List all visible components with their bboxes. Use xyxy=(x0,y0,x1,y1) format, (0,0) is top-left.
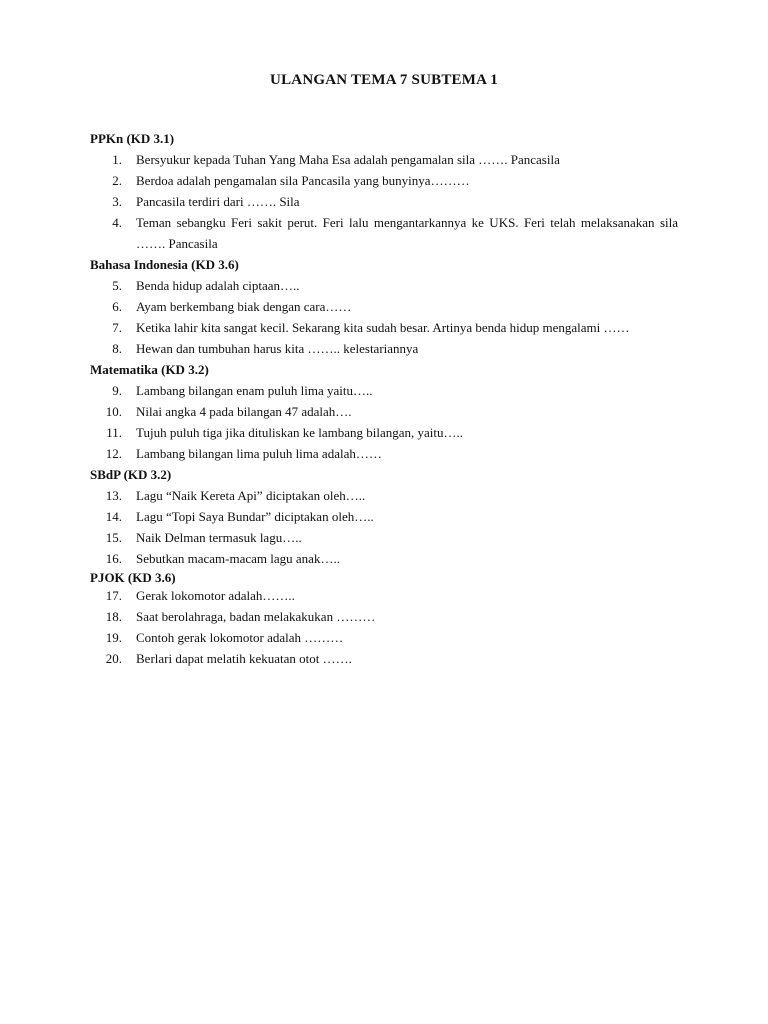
question-item xyxy=(90,401,678,422)
question-text: Lagu “Naik Kereta Api” diciptakan oleh….. xyxy=(136,488,366,503)
question-number: 4. xyxy=(112,215,122,230)
question-text: Benda hidup adalah ciptaan….. xyxy=(136,278,300,293)
section-heading-matematika: Matematika (KD 3.2) xyxy=(90,362,209,377)
question-item xyxy=(90,296,678,317)
section-heading-sbdp: SBdP (KD 3.2) xyxy=(90,467,172,482)
question-list xyxy=(90,128,678,669)
question-number: 6. xyxy=(112,299,122,314)
question-item xyxy=(90,627,678,648)
question-text: Ayam berkembang biak dengan cara…… xyxy=(136,299,352,314)
question-number: 10. xyxy=(105,404,122,419)
question-text: Contoh gerak lokomotor adalah ……… xyxy=(136,630,344,645)
question-number: 20. xyxy=(105,651,122,666)
question-number: 9. xyxy=(112,383,122,398)
question-item xyxy=(90,606,678,627)
question-text: Lagu “Topi Saya Bundar” diciptakan oleh….. xyxy=(136,509,374,524)
question-number: 19. xyxy=(105,630,122,645)
question-text: Teman sebangku Feri sakit perut. Feri lalu mengantarkannya ke UKS. Feri telah melaksanakan sila ……. Pancasila xyxy=(136,215,678,251)
question-text: Bersyukur kepada Tuhan Yang Maha Esa adalah pengamalan sila ……. Pancasila xyxy=(136,152,560,167)
question-number: 17. xyxy=(105,588,122,603)
question-text: Berdoa adalah pengamalan sila Pancasila yang bunyinya……… xyxy=(136,173,470,188)
question-text: Pancasila terdiri dari ……. Sila xyxy=(136,194,300,209)
question-number: 18. xyxy=(105,609,122,624)
question-number: 14. xyxy=(105,509,122,524)
question-number: 2. xyxy=(112,173,122,188)
question-item xyxy=(90,506,678,527)
document-title: ULANGAN TEMA 7 SUBTEMA 1 xyxy=(270,72,498,88)
question-text: Gerak lokomotor adalah…….. xyxy=(136,588,295,603)
question-number: 15. xyxy=(105,530,122,545)
question-item xyxy=(90,548,678,569)
question-item xyxy=(90,191,678,212)
question-item xyxy=(90,527,678,548)
question-text: Nilai angka 4 pada bilangan 47 adalah…. xyxy=(136,404,352,419)
question-item xyxy=(90,443,678,464)
question-item xyxy=(90,422,678,443)
question-text: Ketika lahir kita sangat kecil. Sekarang kita sudah besar. Artinya benda hidup mengalami …… xyxy=(136,320,630,335)
question-text: Lambang bilangan lima puluh lima adalah…… xyxy=(136,446,382,461)
question-item xyxy=(90,317,678,338)
question-text: Naik Delman termasuk lagu….. xyxy=(136,530,302,545)
question-text: Lambang bilangan enam puluh lima yaitu….. xyxy=(136,383,373,398)
question-item xyxy=(90,380,678,401)
question-item xyxy=(90,585,678,606)
section-heading-ppkn: PPKn (KD 3.1) xyxy=(90,131,175,146)
question-item xyxy=(90,485,678,506)
question-number: 11. xyxy=(106,425,122,440)
question-number: 5. xyxy=(112,278,122,293)
question-text: Tujuh puluh tiga jika dituliskan ke lambang bilangan, yaitu….. xyxy=(136,425,464,440)
question-number: 1. xyxy=(112,152,122,167)
section-heading-bahasa-indonesia: Bahasa Indonesia (KD 3.6) xyxy=(90,257,239,272)
question-item xyxy=(90,170,678,191)
question-item xyxy=(90,275,678,296)
question-number: 16. xyxy=(105,551,122,566)
question-text: Hewan dan tumbuhan harus kita …….. kelestariannya xyxy=(136,341,419,356)
question-number: 12. xyxy=(105,446,122,461)
question-text: Berlari dapat melatih kekuatan otot ……. xyxy=(136,651,352,666)
question-text: Sebutkan macam-macam lagu anak….. xyxy=(136,551,340,566)
question-text: Saat berolahraga, badan melakakukan ……… xyxy=(136,609,376,624)
question-item xyxy=(90,149,678,170)
question-number: 13. xyxy=(105,488,122,503)
question-number: 7. xyxy=(112,320,122,335)
question-item xyxy=(90,338,678,359)
question-number: 3. xyxy=(112,194,122,209)
question-item xyxy=(90,648,678,669)
section-heading-pjok: PJOK (KD 3.6) xyxy=(90,570,176,585)
question-number: 8. xyxy=(112,341,122,356)
question-item xyxy=(90,212,678,254)
